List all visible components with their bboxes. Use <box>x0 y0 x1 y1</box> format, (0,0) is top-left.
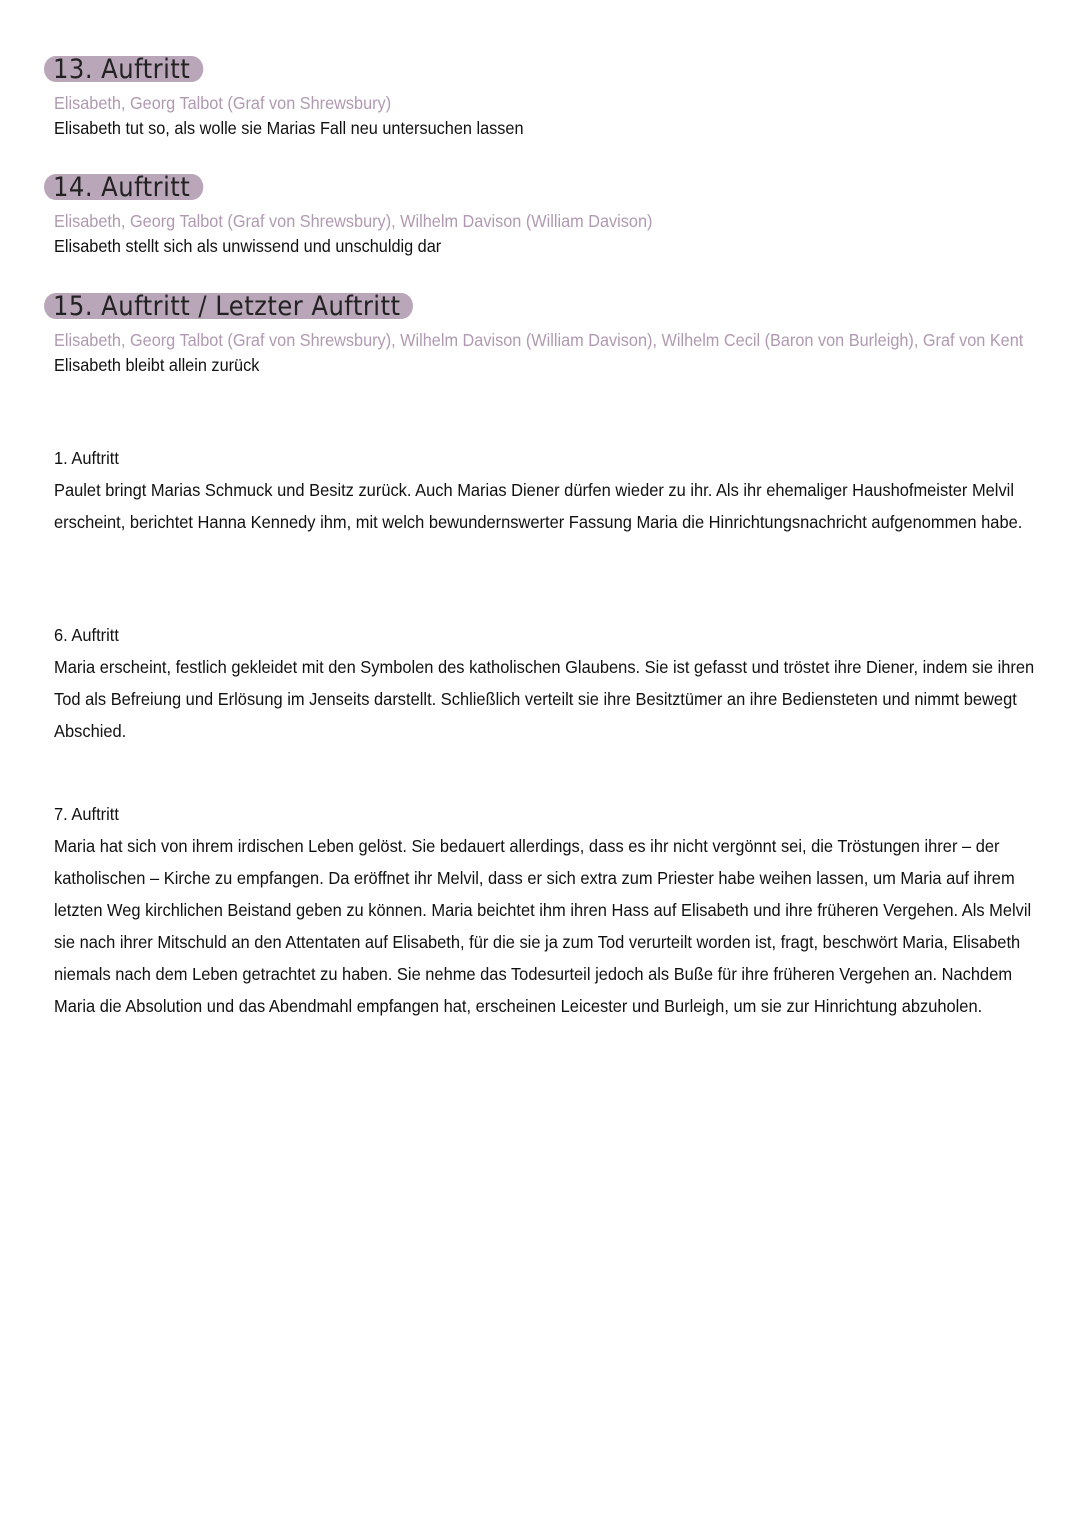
detail-title: 6. Auftritt <box>54 625 119 645</box>
scene-15 <box>44 293 1080 376</box>
detail-text: Paulet bringt Marias Schmuck und Besitz zurück. Auch Marias Diener dürfen wieder zu ihr. Als ihr ehemaliger Haushofmeister Melvil erscheint, berichtet Hanna Kennedy ihm, mit welch bewundernswerter Fassung Maria die Hinrichtungsnachricht aufgenommen habe. <box>54 480 1023 532</box>
detail-scene-7 <box>54 798 1044 1022</box>
scene-summary: Elisabeth tut so, als wolle sie Marias Fall neu untersuchen lassen <box>54 118 524 138</box>
detail-scene-1 <box>54 442 1044 538</box>
detail-title: 7. Auftritt <box>54 804 119 824</box>
scene-characters: Elisabeth, Georg Talbot (Graf von Shrewsbury), Wilhelm Davison (William Davison), Wilhelm Cecil (Baron von Burleigh), Graf von Kent <box>54 330 1024 350</box>
detail-scene-6 <box>54 619 1044 747</box>
scene-heading: 15. Auftritt / Letzter Auftritt <box>44 293 413 319</box>
detail-title: 1. Auftritt <box>54 448 119 468</box>
scene-characters: Elisabeth, Georg Talbot (Graf von Shrewsbury), Wilhelm Davison (William Davison) <box>54 211 653 231</box>
scene-14 <box>44 174 698 257</box>
detail-text: Maria hat sich von ihrem irdischen Leben gelöst. Sie bedauert allerdings, dass es ihr nicht vergönnt sei, die Tröstungen ihrer – der katholischen – Kirche zu empfangen. Da eröffnet ihr Melvil, dass er sich extra zum Priester habe weihen lassen, um Maria auf ihrem letzten Weg kirchlichen Beistand geben zu können. Maria beichtet ihm ihren Hass auf Elisabeth und ihre früheren Vergehen. Als Melvil sie nach ihrer Mitschuld an den Attentaten auf Elisabeth, für die sie ja zum Tod verurteilt worden ist, fragt, beschwört Maria, Elisabeth niemals nach dem Leben getrachtet zu haben. Sie nehme das Todesurteil jedoch als Buße für ihre früheren Vergehen an. Nachdem Maria die Absolution und das Abendmahl empfangen hat, erscheinen Leicester und Burleigh, um sie zur Hinrichtung abzuholen. <box>54 836 1032 1016</box>
scene-13 <box>44 56 559 139</box>
scene-heading: 13. Auftritt <box>44 56 203 82</box>
scene-summary: Elisabeth bleibt allein zurück <box>54 355 260 375</box>
detail-text: Maria erscheint, festlich gekleidet mit den Symbolen des katholischen Glaubens. Sie ist gefasst und tröstet ihre Diener, indem sie ihren Tod als Befreiung und Erlösung im Jenseits darstellt. Schließlich verteilt sie ihre Besitztümer an ihre Bediensteten und nimmt bewegt Abschied. <box>54 657 1035 741</box>
scene-characters: Elisabeth, Georg Talbot (Graf von Shrewsbury) <box>54 93 392 113</box>
scene-summary: Elisabeth stellt sich als unwissend und unschuldig dar <box>54 236 442 256</box>
scene-heading: 14. Auftritt <box>44 174 203 200</box>
